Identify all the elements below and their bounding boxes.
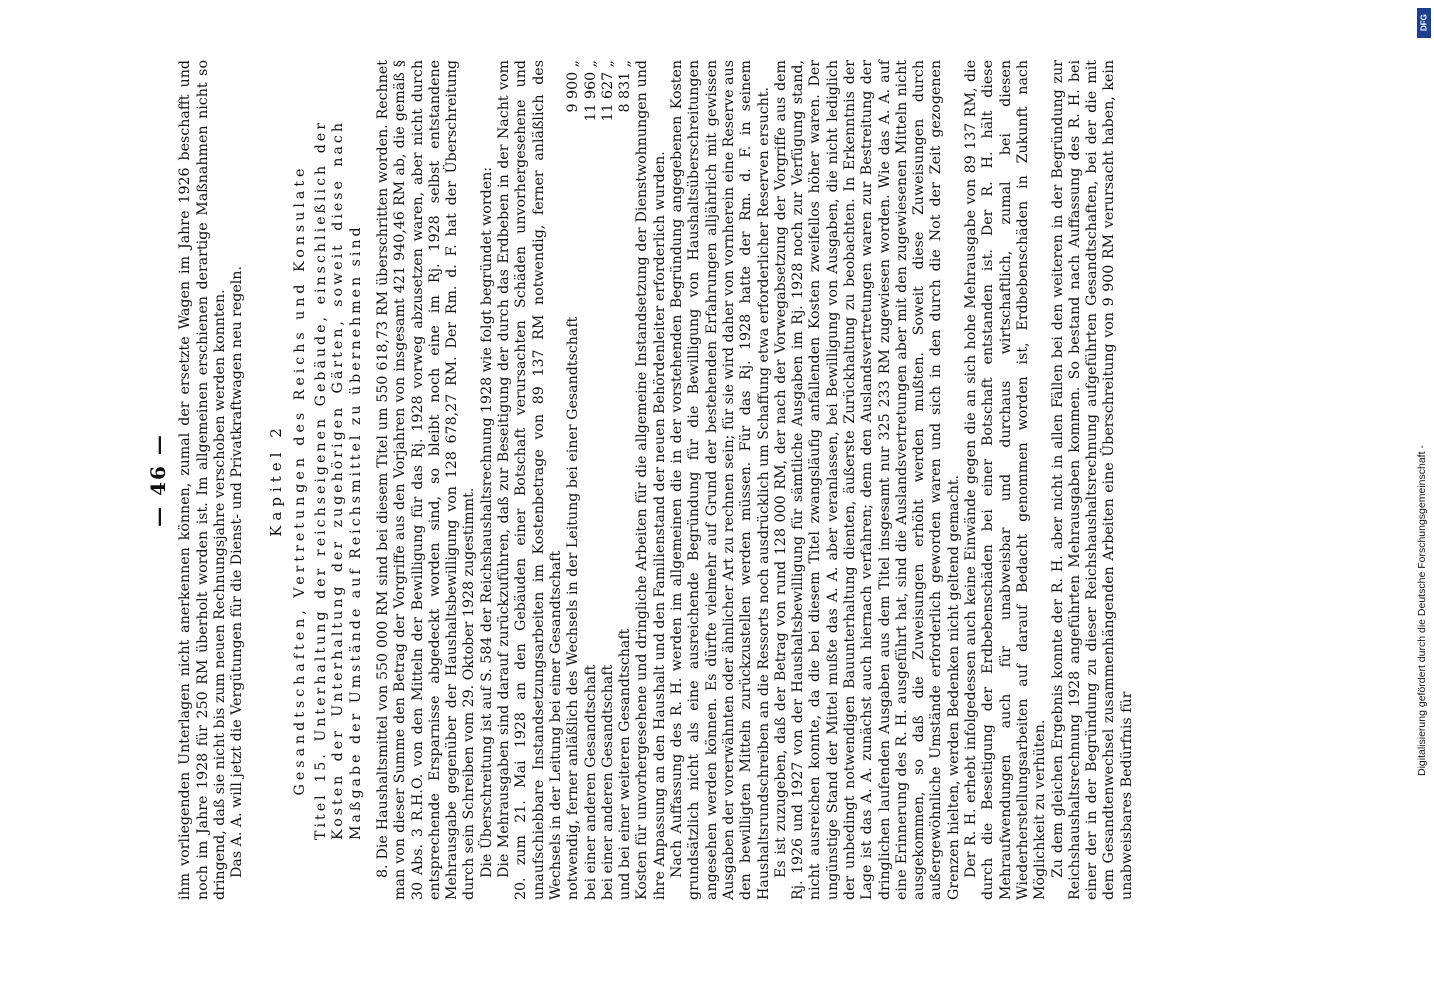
section-8-quote-end: Kosten für unvorhergesehene und dringliche Arbeiten für die allgemeine Instandsetzung der Dienstwohnungen und ihre Anpassung an den Haushalt und den Familienstand der neuen Behördenleiter erforderlich wurden. — [634, 60, 668, 900]
cost-row-value: 9 900 „ — [565, 60, 582, 113]
rotated-document-page — [120, 60, 1260, 900]
cost-row-label: bei einer anderen Gesandtschaft — [599, 664, 616, 900]
cost-row-value: 8 831 „ — [617, 60, 634, 113]
digitization-note — [1414, 8, 1434, 988]
cost-row-value: 11 627 „ — [599, 60, 616, 122]
section-8-quote: Die Mehrausgaben sind darauf zurückzuführen, daß zur Beseitigung der durch das Erdbeben in der Nacht vom 20. zum 21. Mai 1928 an den Gebäuden einer Botschaft verursachten Schäden unvorhergesehene und unaufschiebbare Instandsetzungsarbeiten im Kostenbetrage von 89 137 RM notwendig, ferner anläßlich des Wechsels in der Leitung bei einer Gesandtschaft — [496, 60, 564, 900]
cost-row-label: und bei einer weiteren Gesandtschaft — [617, 628, 634, 900]
paragraph-intro-1: ihm vorliegenden Unterlagen nicht anerkennen können, zumal der ersetzte Wagen im Jahre 1926 beschafft und noch im Jahre 1928 für 250 RM überholt worden ist. Im allgemeinen erschienen derartige Maßnahmen nicht so dringend, daß sie nicht bis zum neuen Rechnungsjahre verschoben werden konnten. — [177, 60, 228, 900]
paragraph-intro-2: Das A. A. will jetzt die Vergütungen für die Dienst- und Privatkraftwagen neu regeln. — [229, 266, 246, 878]
section-8-concession: Es ist zuzugeben, daß der Betrag von rund 128 000 RM, der nach der Vorwegabsetzung der Vorgriffe aus dem Rj. 1926 und 1927 von der Haushaltsbewilligung für sämtliche Ausgaben im Rj. 1928 noch zur Verfügung stand, nicht ausreichen konnte, da die bei diesem Titel zwangsläufig anfallenden Kosten zweifellos höher waren. Der ungünstige Stand der Mittel mußte das A. A. aber veranlassen, bei Bewilligung von Ausgaben, die nicht lediglich der unbedingt notwendigen Bauunterhaltung dienten, äußerste Zurückhaltung zu beobachten. In Erkenntnis der Lage ist das A. A. zunächst auch hiernach verfahren; denn den Auslandsvertretungen waren zur Bestreitung der dringlichen laufenden Ausgaben aus dem Titel insgesamt nur 325 233 RM zugewiesen worden. Wie das A. A. auf eine Erinnerung des R. H. ausgeführt hat, sind die Auslandsvertretungen aber mit den zugewiesenen Mitteln nicht ausgekommen, so daß die Zuweisungen erhöht werden mußten. Soweit diese Zuweisungen durch außergewöhnliche Umstände erforderlich geworden waren und sich in den durch die Not der Zeit gezogenen Grenzen hielten, werden Bedenken nicht geltend gemacht. — [772, 60, 962, 900]
titel-heading: Titel 15. Unterhaltung der reichseigenen Gebäude, einschließlich der Kosten der Unterhaltung der zugehörigen Gärten, soweit diese nach Maßgabe der Umstände auf Reichsmittel zu übernehmen sind — [313, 120, 364, 840]
chapter-subheading: Gesandtschaften, Vertretungen des Reichs und Konsulate — [291, 164, 308, 796]
section-8-conclusion: Der R. H. erhebt infolgedessen auch keine Einwände gegen die an sich hohe Mehrausgabe von 89 137 RM, die durch die Beseitigung der Erdbebenschäden bei einer Botschaft entstanden ist. Der R. H. hält diese Mehraufwendungen auch für unabweisbar und durchaus wirtschaftlich, zumal bei diesen Wiederherstellungsarbeiten auf darauf Bedacht genommen worden ist, Erdbebenschäden in Zukunft nach Möglichkeit zu verhüten. — [963, 60, 1049, 900]
cost-row — [583, 60, 600, 900]
section-8-justification-intro: Die Überschreitung ist auf S. 584 der Reichshaushaltsrechnung 1928 wie folgt begründet worden: — [478, 166, 495, 878]
cost-row-label: notwendig, ferner anläßlich des Wechsels in der Leitung bei einer Gesandtschaft — [565, 316, 582, 900]
section-8-paragraph: 8. Die Haushaltsmittel von 550 000 RM sind bei diesem Titel um 550 618,73 RM überschritten worden. Rechnet man von dieser Summe den Betrag der Vorgriffe aus den Vorjahren von insgesamt 421 940,46 RM ab, die gemäß § 30 Abs. 3 R.H.O. von den Mitteln der Bewilligung für das Rj. 1928 vorweg abzusetzen waren, aber nicht durch entsprechende Ersparnisse abgedeckt worden sind, so bleibt noch eine im Rj. 1928 selbst entstandene Mehrausgabe gegenüber der Haushaltsbewilligung von 128 678,27 RM. Der Rm. d. F. hat der Überschreitung durch sein Schreiben vom 29. Oktober 1928 zugestimmt. — [374, 60, 478, 900]
digitization-note-text: Digitalisierung gefördert durch die Deutsche Forschungsgemeinschaft - — [1416, 445, 1428, 776]
cost-row — [565, 60, 582, 900]
cost-row-value: 11 960 „ — [582, 60, 599, 122]
cost-table — [565, 60, 634, 900]
cost-row — [617, 60, 634, 900]
chapter-heading: Kapitel 2 — [267, 423, 286, 537]
section-8-assessment: Nach Auffassung des R. H. werden im allgemeinen die in der vorstehenden Begründung angegebenen Kosten grundsätzlich nicht als eine ausreichende Begründung für die Bewilligung von Haushaltsüberschreitungen angesehen werden können. Es dürfte vielmehr auf Grund der bestehenden Erfahrungen alljährlich mit gewissen Ausgaben der vorerwähnten oder ähnlicher Art zu rechnen sein; für sie wird daher von vornherein eine Reserve aus den bewilligten Mitteln zurückzustellen werden müssen. Für das Rj. 1928 hatte der Rm. d. F. in seinem Haushaltsrundschreiben an die Ressorts noch ausdrücklich um Schaffung etwa erforderlicher Reserven ersucht. — [669, 60, 772, 900]
cost-row-label: bei einer anderen Gesandtschaft — [582, 664, 599, 900]
page-number: — 46 — — [146, 433, 170, 527]
section-8-continuation: Zu dem gleichen Ergebnis konnte der R. H. aber nicht in allen Fällen bei den weiteren in der Begründung zur Reichshaushaltsrechnung 1928 angeführten Mehrausgaben kommen. So bestand nach Auffassung des R. H. bei einer der in der Begründung zu dieser Reichshaushaltsrechnung aufgeführten Gesandtschaften, bei der die mit dem Gesandtenwechsel zusammenhängenden Arbeiten eine Überschreitung von 9 900 RM verursacht haben, kein unabweisbares Bedürfnis für — [1049, 60, 1135, 900]
cost-row — [600, 60, 617, 900]
dfg-logo: DFG — [1417, 8, 1431, 38]
